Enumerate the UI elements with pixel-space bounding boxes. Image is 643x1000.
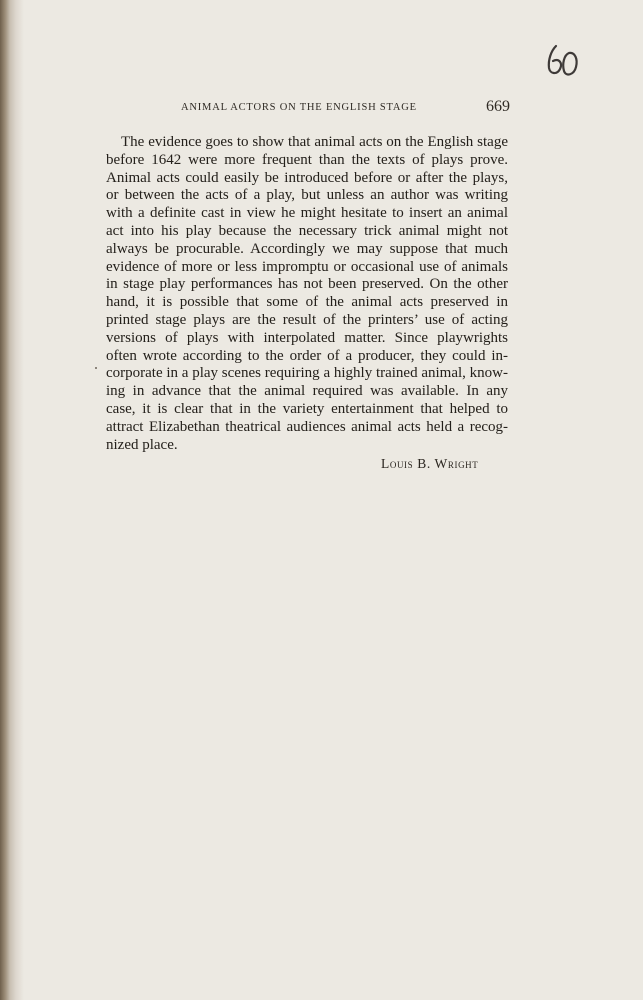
running-header: ANIMAL ACTORS ON THE ENGLISH STAGE: [181, 102, 417, 113]
paragraph-line: ing in advance that the animal required was available. In any: [106, 383, 508, 400]
page-number: 669: [486, 98, 510, 115]
paragraph-line: hand, it is possible that some of the animal acts preserved in: [106, 294, 508, 311]
author-signature: Louis B. Wright: [381, 456, 479, 471]
paragraph-line: attract Elizabethan theatrical audiences animal acts held a recog-: [106, 418, 508, 435]
paragraph-line: with a definite cast in view he might hesitate to insert an animal: [106, 205, 508, 222]
paragraph-line: act into his play because the necessary trick animal might not: [106, 222, 508, 239]
paragraph-line: printed stage plays are the result of the printers’ use of acting: [106, 311, 508, 328]
paragraph-line: before 1642 were more frequent than the texts of plays prove.: [106, 151, 508, 168]
paragraph-line: or between the acts of a play, but unless an author was writing: [106, 187, 508, 204]
paragraph-line: nized place.: [106, 436, 178, 453]
paragraph-line: case, it is clear that in the variety entertainment that helped to: [106, 400, 508, 417]
paragraph-line: The evidence goes to show that animal acts on the English stage: [121, 134, 508, 150]
paragraph-line: in stage play performances has not been preserved. On the other: [106, 276, 508, 293]
margin-mark: [95, 367, 97, 369]
paragraph-line: versions of plays with interpolated matter. Since playwrights: [106, 329, 508, 346]
article-paragraph: [106, 134, 508, 454]
paragraph-line: always be procurable. Accordingly we may suppose that much: [106, 240, 508, 257]
paragraph-line: often wrote according to the order of a producer, they could in-: [106, 347, 508, 364]
paragraph-line: corporate in a play scenes requiring a highly trained animal, know-: [106, 365, 508, 382]
binding-shadow: [0, 0, 24, 1000]
paragraph-line: Animal acts could easily be introduced before or after the plays,: [106, 169, 508, 186]
paragraph-line: evidence of more or less impromptu or occasional use of animals: [106, 258, 508, 275]
handwritten-page-mark: [542, 40, 582, 80]
